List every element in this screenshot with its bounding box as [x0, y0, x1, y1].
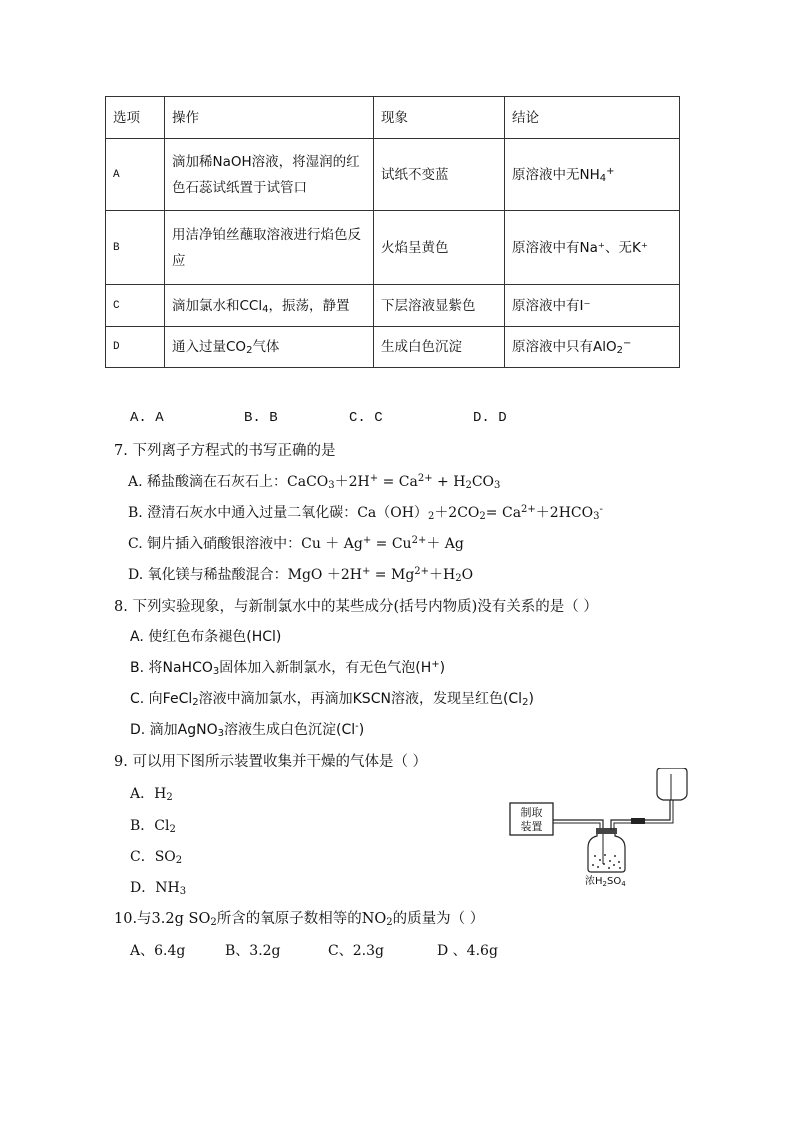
row-conclusion: 原溶液中有Na⁺、无K⁺	[505, 211, 680, 285]
q8-option-b: B. 将NaHCO$_3$固体加入新制氯水，有无色气泡(H+)	[130, 659, 446, 677]
q7-option-a: A. 稀盐酸滴在石灰石上：CaCO$_3$＋2H+ = $Ca^{2+} + H_2CO_3$	[128, 473, 501, 491]
row-phenomenon: 试纸不变蓝	[374, 139, 505, 211]
row-operation: 通入过量$CO_2$气体	[165, 327, 374, 368]
q10-option-c: C、2.3g	[328, 943, 384, 959]
row-conclusion: 原溶液中有I⁻	[505, 285, 680, 327]
table-header-row	[106, 97, 680, 139]
row-phenomenon: 火焰呈黄色	[374, 211, 505, 285]
q7-option-c: C. 铜片插入硝酸银溶液中：$Cu + Ag^+ = Cu^{2+}+ Ag$	[128, 535, 464, 552]
table-row	[106, 285, 680, 327]
bottle-label: 浓$H_2SO_4$	[585, 876, 626, 888]
q8-option-d: D. 滴加AgNO$_3$溶液生成白色沉淀(Cl-)	[130, 721, 365, 739]
table-row	[106, 139, 680, 211]
row-operation: 用洁净铂丝蘸取溶液进行焰色反应	[165, 211, 374, 285]
header-operation: 操作	[165, 97, 374, 139]
inlet-tube-inner	[553, 823, 600, 836]
q6-option-a: A. A	[130, 410, 164, 426]
row-operation: 滴加氯水和CCl$_4$，振荡，静置	[165, 285, 374, 327]
q9-stem: 9. 可以用下图所示装置收集并干燥的气体是（ ）	[114, 754, 428, 770]
q6-option-b: B. B	[244, 410, 278, 426]
table-row	[106, 211, 680, 285]
row-option: D	[106, 327, 165, 368]
q10-option-d: D 、4.6g	[437, 943, 498, 959]
row-option: B	[106, 211, 165, 285]
q10-option-a: A、6.4g	[130, 943, 186, 959]
row-phenomenon: 生成白色沉淀	[374, 327, 505, 368]
q10-stem: 10.与3.2g $SO_2$所含的氧原子数相等的$NO_2$的质量为（ ）	[114, 911, 485, 928]
collecting-bottle	[657, 768, 687, 800]
generator-label-line2: 装置	[520, 820, 543, 833]
q7-option-b: B. 澄清石灰水中通入过量二氧化碳：$Ca(OH)_2+2CO_2= Ca^{2+}+2HCO_3^-$	[128, 504, 603, 522]
q9-option-c: C．$SO_2$	[130, 849, 183, 866]
q6-option-d: D. D	[473, 410, 507, 426]
row-option: A	[106, 139, 165, 211]
header-option: 选项	[106, 97, 165, 139]
header-conclusion: 结论	[505, 97, 680, 139]
row-operation: 滴加稀NaOH溶液，将湿润的红色石蕊试纸置于试管口	[165, 139, 374, 211]
outlet-tube	[611, 800, 670, 830]
q9-option-d: D．$NH_3$	[130, 880, 187, 897]
header-phenomenon: 现象	[374, 97, 505, 139]
inlet-tube	[553, 820, 603, 836]
q6-option-c: C. C	[349, 410, 383, 426]
outlet-tube-inner	[614, 800, 673, 830]
q7-stem: 7. 下列离子方程式的书写正确的是	[114, 443, 336, 459]
rubber-connector	[631, 818, 645, 824]
q7-option-d: D. 氧化镁与稀盐酸混合：MgO $+2H^+ = Mg^{2+}+H_2O$	[128, 566, 474, 584]
row-phenomenon: 下层溶液显紫色	[374, 285, 505, 327]
generator-label-line1: 制取	[520, 806, 543, 819]
row-conclusion: 原溶液中只有AlO$_2$−	[505, 327, 680, 368]
q9-option-b: B．$Cl_2$	[130, 818, 176, 835]
row-conclusion: 原溶液中无$NH_4^+$	[505, 139, 680, 211]
q9-option-a: A．$H_2$	[130, 786, 173, 803]
gas-collection-apparatus-diagram	[505, 768, 690, 890]
row-option: C	[106, 285, 165, 327]
experiment-table	[105, 96, 680, 368]
q8-option-c: C. 向FeCl$_2$溶液中滴加氯水，再滴加KSCN溶液，发现呈红色$(Cl_2)$	[130, 691, 534, 708]
table-row	[106, 327, 680, 368]
q8-stem: 8. 下列实验现象，与新制氯水中的某些成分(括号内物质)没有关系的是（ ）	[114, 599, 598, 615]
q10-option-b: B、3.2g	[225, 943, 281, 959]
q8-option-a: A. 使红色布条褪色(HCl)	[130, 629, 282, 645]
